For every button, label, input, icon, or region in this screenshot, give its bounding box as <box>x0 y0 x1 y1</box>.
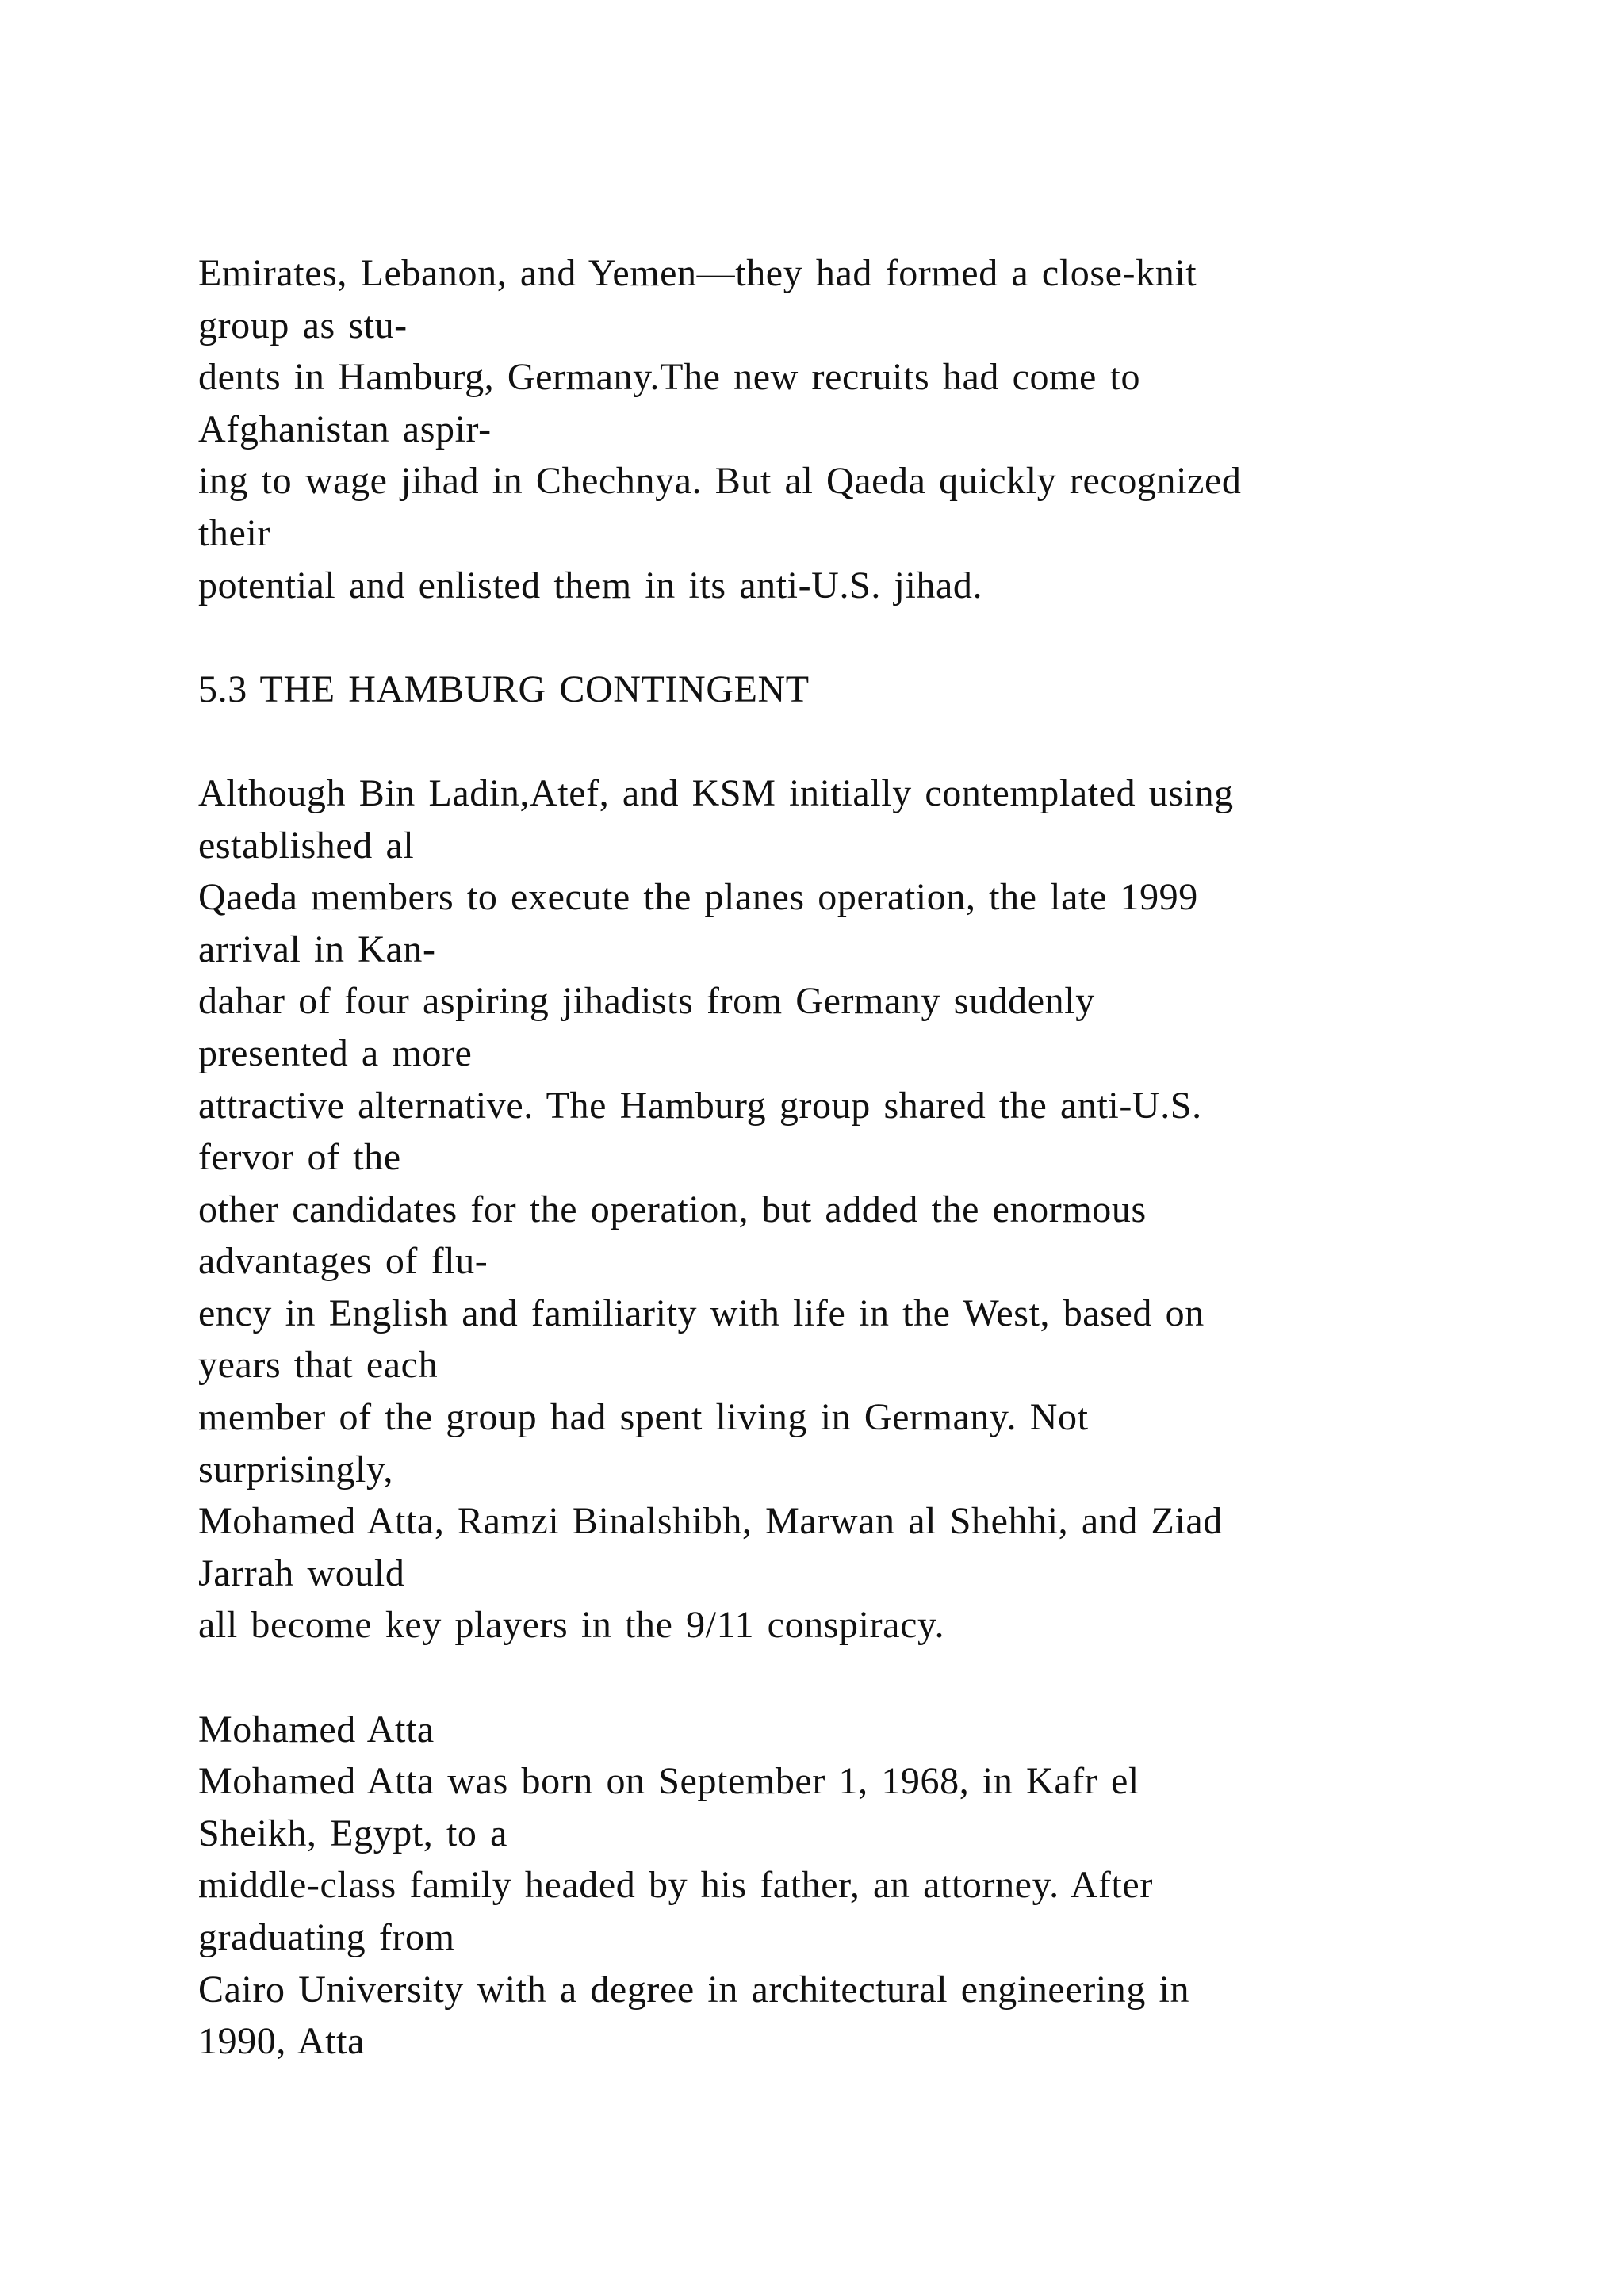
text-line: other candidates for the operation, but added the enormous <box>198 1188 1147 1230</box>
text-line: Cairo University with a degree in architectural engineering in <box>198 1968 1190 2011</box>
text-line: fervor of the <box>198 1136 401 1179</box>
text-line: Although Bin Ladin,Atef, and KSM initially contemplated using <box>198 771 1234 814</box>
text-line: presented a more <box>198 1031 473 1074</box>
text-line: their <box>198 511 270 554</box>
text-line: attractive alternative. The Hamburg group shared the anti-U.S. <box>198 1084 1202 1127</box>
text-line: 1990, Atta <box>198 2020 365 2063</box>
text-line: Mohamed Atta, Ramzi Binalshibh, Marwan al Shehhi, and Ziad <box>198 1500 1223 1543</box>
document-body <box>198 247 1546 2068</box>
hamburg-paragraph <box>198 767 1546 1651</box>
text-line: middle-class family headed by his father, an attorney. After <box>198 1864 1153 1907</box>
text-line: Jarrah would <box>198 1552 405 1594</box>
text-line: surprisingly, <box>198 1448 394 1490</box>
text-line: dents in Hamburg, Germany.The new recruits had come to <box>198 356 1141 399</box>
text-line: Afghanistan aspir- <box>198 408 492 450</box>
text-line: potential and enlisted them in its anti-U.S. jihad. <box>198 564 983 607</box>
text-line: member of the group had spent living in Germany. Not <box>198 1396 1089 1439</box>
text-line: dahar of four aspiring jihadists from Germany suddenly <box>198 980 1095 1023</box>
text-line: ency in English and familiarity with life in the West, based on <box>198 1292 1205 1334</box>
text-line: group as stu- <box>198 304 408 346</box>
subheading: Mohamed Atta <box>198 1708 435 1751</box>
text-line: Emirates, Lebanon, and Yemen—they had formed a close-knit <box>198 252 1197 294</box>
text-line: all become key players in the 9/11 conspiracy. <box>198 1604 945 1647</box>
text-line: arrival in Kan- <box>198 928 436 970</box>
paragraph-gap <box>198 611 1546 664</box>
text-line: graduating from <box>198 1916 455 1958</box>
text-line: Mohamed Atta was born on September 1, 1968, in Kafr el <box>198 1760 1139 1803</box>
text-line: established al <box>198 824 415 867</box>
text-line: Qaeda members to execute the planes operation, the late 1999 <box>198 876 1198 919</box>
atta-paragraph <box>198 1755 1546 2068</box>
paragraph-gap <box>198 715 1546 767</box>
text-line: advantages of flu- <box>198 1240 488 1283</box>
section-heading: 5.3 THE HAMBURG CONTINGENT <box>198 668 810 710</box>
intro-paragraph <box>198 247 1546 611</box>
paragraph-gap <box>198 1651 1546 1704</box>
text-line: Sheikh, Egypt, to a <box>198 1812 508 1854</box>
text-line: ing to wage jihad in Chechnya. But al Qaeda quickly recognized <box>198 460 1242 503</box>
text-line: years that each <box>198 1344 439 1387</box>
